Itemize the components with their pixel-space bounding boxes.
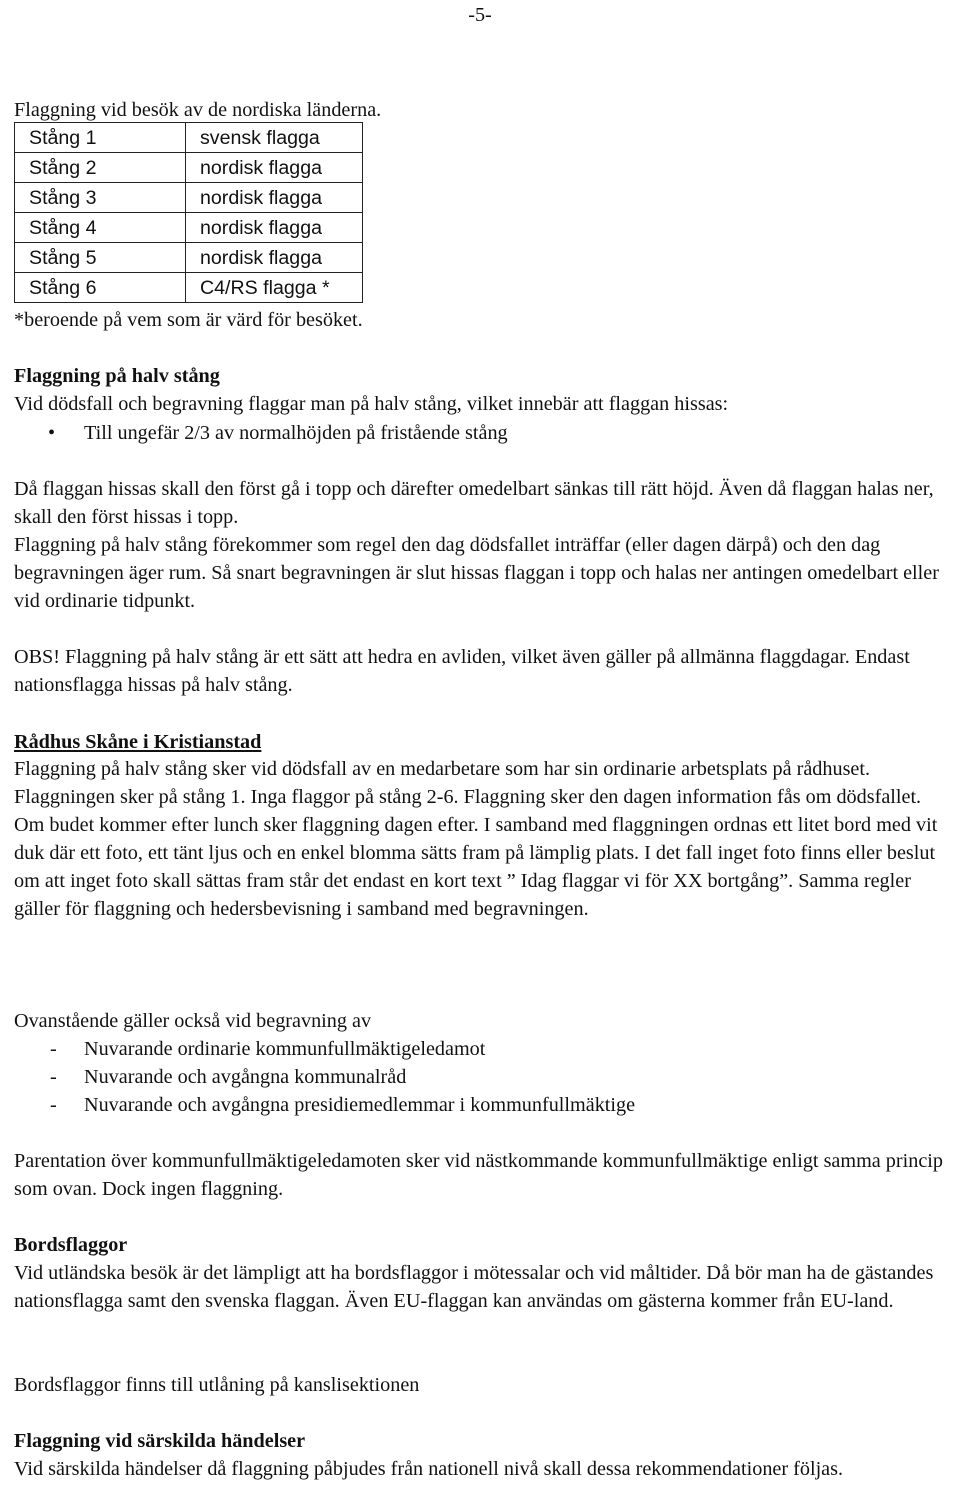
pole-cell: Stång 2 [15,153,186,183]
table-flags-loan: Bordsflaggor finns till utlåning på kanslisektionen [14,1374,420,1396]
table-row [15,273,363,303]
flag-cell: nordisk flagga [186,243,363,273]
halfmast-para-1: Då flaggan hissas skall den först gå i topp och därefter omedelbart sänkas till rätt höjd. Även då flaggan halas ner, skall den först hissas i topp. [14,478,934,528]
table-row [15,213,363,243]
table-row [15,243,363,273]
halfmast-intro: Vid dödsfall och begravning flaggar man på halv stång, vilket innebär att flaggan hissas: [14,393,729,415]
pole-cell: Stång 1 [15,123,186,153]
flag-cell: nordisk flagga [186,213,363,243]
radhus-text: Flaggning på halv stång sker vid dödsfall av en medarbetare som har sin ordinarie arbetsplats på rådhuset. Flaggningen sker på stång 1. Inga flaggor på stång 2-6. Flaggning sker den dagen information fås om dödsfallet. Om budet kommer efter lunch sker flaggning dagen efter. I samband med flaggningen ordnas ett litet bord med vit duk där ett foto, ett tänt ljus och en enkel blomma sätts fram på lämplig plats. I det fall inget foto finns eller beslut om att inget foto skall sättas fram står det endast en kort text ” Idag flaggar vi för XX bortgång”. Samma regler gäller för flaggning och hedersbevisning i samband med begravningen. [14,758,938,920]
table-row [15,153,363,183]
table-flags-heading: Bordsflaggor [14,1234,128,1256]
halfmast-bullet-item: • Till ungefär 2/3 av normalhöjden på fristående stång [14,419,954,447]
radhus-heading: Rådhus Skåne i Kristianstad [14,731,262,753]
table-row [15,183,363,213]
pole-cell: Stång 6 [15,273,186,303]
nordic-heading: Flaggning vid besök av de nordiska länderna. [14,99,382,121]
halfmast-para-2: Flaggning på halv stång förekommer som regel den dag dödsfallet inträffar (eller dagen därpå) och den dag begravningen äger rum. Så snart begravningen är slut hissas flaggan i topp och halas ner antingen omedelbart eller vid ordinarie tidpunkt. [14,534,939,612]
flag-cell: nordisk flagga [186,153,363,183]
special-text: Vid särskilda händelser då flaggning påbjudes från nationell nivå skall dessa rekommendationer följas. [14,1458,844,1480]
nordic-footnote: *beroende på vem som är värd för besöket. [14,309,363,331]
halfmast-heading: Flaggning på halv stång [14,365,220,387]
pole-cell: Stång 4 [15,213,186,243]
table-flags-text: Vid utländska besök är det lämpligt att ha bordsflaggor i mötessalar och vid måltider. Då bör man ha de gästandes nationsflagga samt den svenska flaggan. Även EU-flaggan kan användas om gästerna kommer från EU-land. [14,1262,934,1312]
special-heading: Flaggning vid särskilda händelser [14,1430,306,1452]
page-number: -5- [468,4,492,26]
applies-list [14,1035,954,1119]
pole-cell: Stång 5 [15,243,186,273]
table-row [15,123,363,153]
list-item: - Nuvarande och avgångna presidiemedlemmar i kommunfullmäktige [14,1091,954,1119]
pole-cell: Stång 3 [15,183,186,213]
applies-intro: Ovanstående gäller också vid begravning av [14,1010,372,1032]
flag-pole-table-body [15,123,363,303]
flag-pole-table [14,122,363,303]
list-item: - Nuvarande och avgångna kommunalråd [14,1063,954,1091]
halfmast-obs: OBS! Flaggning på halv stång är ett sätt att hedra en avliden, vilket även gäller på allmänna flaggdagar. Endast nationsflagga hissas på halv stång. [14,646,910,696]
list-item: - Nuvarande ordinarie kommunfullmäktigeledamot [14,1035,954,1063]
parentation-text: Parentation över kommunfullmäktigeledamoten sker vid nästkommande kommunfullmäktige enligt samma princip som ovan. Dock ingen flaggning. [14,1150,943,1200]
flag-cell: svensk flagga [186,123,363,153]
halfmast-bullet-list [14,419,954,447]
flag-cell: C4/RS flagga * [186,273,363,303]
flag-cell: nordisk flagga [186,183,363,213]
